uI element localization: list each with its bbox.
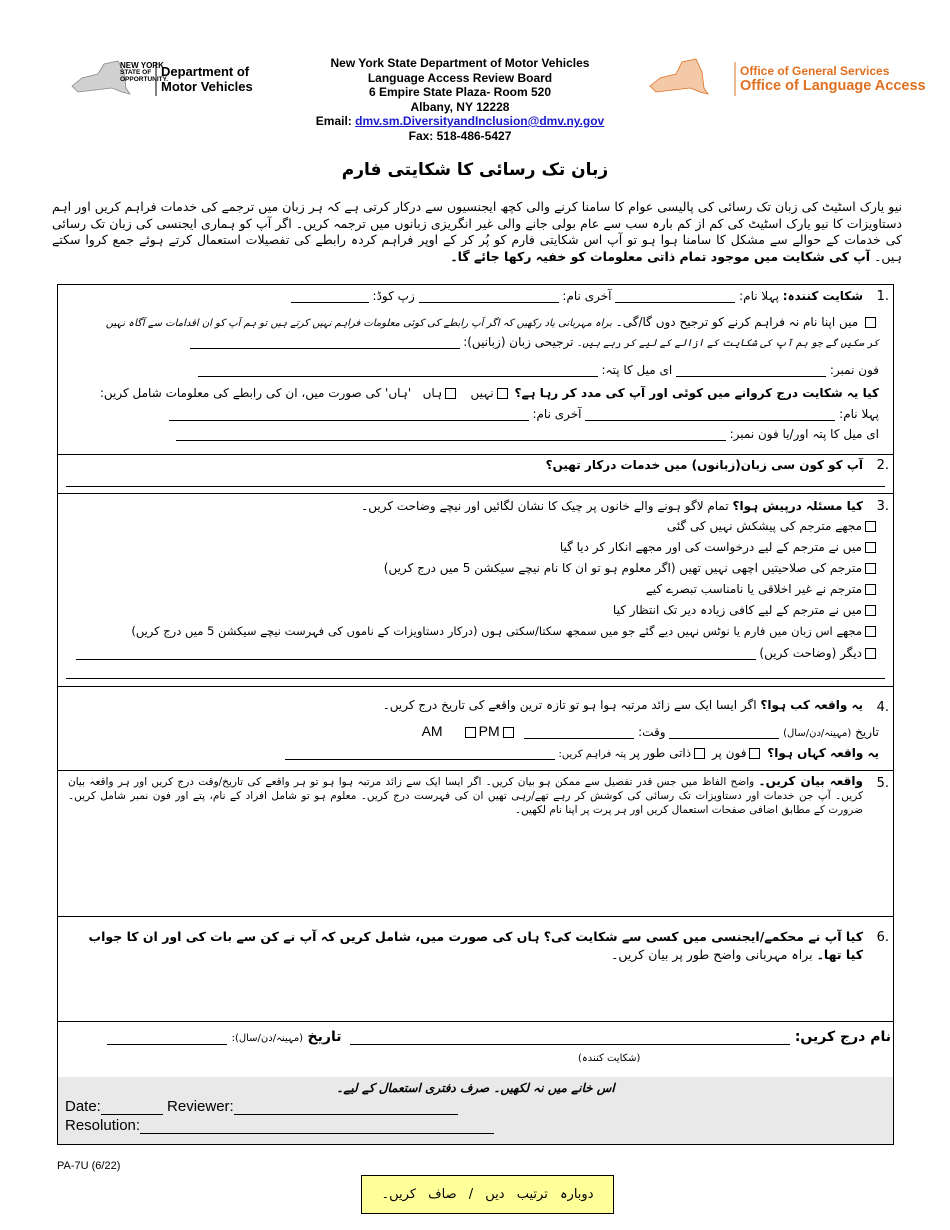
zip-label: زپ کوڈ: [372,289,415,303]
complainant-name-input[interactable] [350,1044,790,1045]
section-2 [58,454,893,494]
option-checkbox[interactable] [865,584,876,595]
ny-state-outline-icon [650,59,708,94]
option-label: میں نے مترجم کے لیے کافی زیادہ دیر تک انتظار کیا [612,603,862,617]
complaint-form [57,284,894,1145]
section-number: 2. [876,458,889,473]
resolution-label: Resolution: [65,1117,141,1134]
preferred-language-label: ترجیحی زبان (زبانیں): [463,335,574,349]
anonymous-note: کر سکیں گے جو ہم آپ کی شکایت کے ازالے کے لیے کر رہے ہیں۔ [576,338,879,349]
resolution-input[interactable] [140,1133,494,1134]
describe-heading: واقعہ بیان کریں۔ [758,774,863,788]
reviewer-input[interactable] [234,1114,458,1115]
signature-caption: (شکایت کنندہ) [578,1053,641,1064]
phone-label: فون نمبر: [829,363,879,377]
last-name-input[interactable] [419,302,559,303]
section-number: 6. [876,930,889,945]
signature-section [58,1021,893,1078]
when-question: یہ واقعہ کب ہوا؟ [760,698,863,712]
office-date-input[interactable] [101,1114,163,1115]
helper-question: کیا یہ شکایت درج کروانے میں کوئی اور آپ کی مدد کر رہا ہے؟ [514,386,879,400]
address-note: پتہ فراہم کریں: [558,749,627,760]
first-name-label: پہلا نام: [739,289,779,303]
option-label: مترجم کی صلاحیتیں اچھی نہیں تھیں (اگر معلوم ہو تو ان کا نام نیچے سیکشن 5 میں درج کریں) [383,561,862,575]
section-number: 4. [876,700,889,715]
first-name-input[interactable] [615,302,735,303]
address-line: New York State Department of Motor Vehicles [330,56,590,70]
intro-paragraph [52,199,902,265]
option-checkbox[interactable] [865,605,876,616]
date-label: تاریخ [855,725,879,739]
description-area[interactable] [58,830,893,916]
other-input[interactable] [76,659,756,660]
prior-complaint-question: کیا آپ نے محکمے/ایجنسی میں کسی سے شکایت کی؟ ہاں کی صورت میں، شامل کریں کہ آپ نے کن سے بات کی اور ان کا جواب کیا تھا۔ [88,929,863,962]
helper-first-name-input[interactable] [585,420,835,421]
in-person-option: ذاتی طور پر [629,746,692,760]
zip-input[interactable] [291,302,369,303]
date-format: (مہینہ/دن/سال) [783,728,852,739]
dmv-logo-state-line: STATE OF [120,69,152,76]
option-checkbox[interactable] [865,542,876,553]
language-input[interactable] [66,486,885,487]
am-label: AM [421,723,443,739]
explanation-input[interactable] [66,678,885,679]
am-checkbox[interactable] [503,727,514,738]
option-label: میں نے مترجم کے لیے درخواست کی اور مجھے انکار کر دیا گیا [559,540,862,554]
phone-input[interactable] [676,376,826,377]
intro-confidential: آپ کی شکایت میں موجود تمام ذاتی معلومات کو خفیہ رکھا جائے گا۔ [450,248,871,264]
incident-address-input[interactable] [285,759,555,760]
helper-first-name-label: پہلا نام: [839,407,879,421]
phone-checkbox[interactable] [749,748,760,759]
signature-date-label: تاریخ [307,1029,342,1045]
section-3 [58,493,893,687]
form-code: PA-7U (6/22) [57,1160,121,1172]
helper-yes-checkbox[interactable] [445,388,456,399]
describe-instruction: واضح الفاظ میں جس قدر تفصیل سے ممکن ہو بیان کریں۔ اگر ایسا ایک سے زائد مرتبہ ہوا ہو تو ہر واقعے کی تاریخ/وقت درج کریں اور ہر واقعہ بیان کریں۔ آپ جن خدمات اور دستاویزات تک رسائی کی کوشش کر رہے تھے/رہی تھیں ان کی فہرست درج کریں۔ معلوم ہو تو شامل افراد کے نام، پتے اور فون نمبر شامل کریں۔ ضرورت کے مطابق اضافی صفحات استعمال کریں اور ہر پرت پر اپنا نام لکھیں۔ [68,776,863,816]
intro-text: نیو یارک اسٹیٹ کی زبان تک رسائی کی پالیسی عوام کا سامنا کرنے والی کچھ ایجنسیوں سے درکار کرتی ہے کہ ہر زبان میں ترجمے کی خدمات فراہم کریں اور اہم دستاویزات کا نیو یارک اسٹیٹ کی کم از کم بارہ سب سے عام بولی جانے والی غیر انگریزی زبانوں میں ترجمہ کریں۔ اگر آپ کو ہماری ایجنسی کی زبان تک رسائی کی خدمات کے حوالے سے مشکل کا سامنا ہوا ہو تو آپ اس شکایتی فارم کو پُر کر کے اوپر فراہم کردہ رابطے کی تفصیلات استعمال کرتے ہوئے جمع کروا سکتے ہیں۔ [52,199,902,264]
pm-label: PM [478,723,500,739]
language-question: آپ کو کون سی زبان(زبانوں) میں خدمات درکار تھیں؟ [545,458,863,472]
signature-date-format: (مہینہ/دن/سال): [231,1033,304,1044]
section-5 [58,770,893,917]
address-line: Language Access Review Board [367,70,553,85]
section-4 [58,686,893,771]
email-address-label: ای میل کا پتہ: [601,363,673,377]
section-number: 3. [876,499,889,514]
signature-date-input[interactable] [107,1044,227,1045]
option-checkbox[interactable] [865,648,876,659]
helper-contact-input[interactable] [176,440,726,441]
dmv-logo-line: Motor Vehicles [161,79,253,94]
reviewer-label: Reviewer: [167,1098,234,1115]
ogs-logo [648,56,928,102]
last-name-label: آخری نام: [562,289,612,303]
address-line: 6 Empire State Plaza- Room 520 [368,85,552,99]
option-label: مجھے اس زبان میں فارم یا نوٹس نہیں دیے گئے جو میں سمجھ سکتا/سکتی ہوں (درکار دستاویزات کے ناموں کی فہرست نیچے سیکشن 5 میں درج کریں) [131,624,862,638]
ogs-logo-line: Office of General Services [740,64,890,78]
yes-label: ہاں [422,386,443,400]
time-label: وقت: [638,725,666,739]
helper-last-name-label: آخری نام: [532,407,582,421]
prior-complaint-area[interactable] [58,970,893,1021]
helper-yes-note: 'ہاں' کی صورت میں، ان کی رابطے کی معلومات شامل کریں: [99,386,412,400]
preferred-language-input[interactable] [190,348,460,349]
anonymous-note: براہ مہربانی یاد رکھیں کہ اگر آپ رابطے کی کوئی معلومات فراہم نہیں کرتے ہیں تو ہم آپ کو ان اقدامات سے آگاہ نہیں [105,318,612,329]
ogs-logo-line: Office of Language Access [740,78,926,94]
dmv-logo-state-line: NEW YORK [120,61,164,70]
dmv-logo-line: Department of [161,64,250,79]
in-person-checkbox[interactable] [694,748,705,759]
helper-last-name-input[interactable] [169,420,529,421]
section-number: 5. [876,776,889,791]
option-label: مجھے مترجم کی پیشکش نہیں کی گئی [666,519,862,533]
where-question: یہ واقعہ کہاں ہوا؟ [767,746,879,760]
email-input[interactable] [198,376,598,377]
dmv-logo-state-line: OPPORTUNITY. [120,76,169,83]
problem-question: کیا مسئلہ درپیش ہوا؟ [732,499,863,513]
incident-date-input[interactable] [669,738,779,739]
section-number: 1. [876,289,889,304]
option-checkbox[interactable] [865,563,876,574]
address-line: Albany, NY 12228 [410,99,510,114]
helper-no-checkbox[interactable] [497,388,508,399]
dmv-logo [68,58,268,100]
option-checkbox[interactable] [865,521,876,532]
name-label: نام درج کریں: [794,1029,891,1045]
problem-instruction: تمام لاگو ہونے والے خانوں پر چیک کا نشان لگائیں اور نیچے وضاحت کریں۔ [361,499,729,513]
office-use-section [58,1077,893,1144]
option-label: مترجم نے غیر اخلاقی یا نامناسب تبصرے کیے [645,582,862,596]
helper-contact-label: ای میل کا پتہ اور/یا فون نمبر: [729,427,879,441]
option-label: دیگر (وضاحت کریں) [759,646,862,660]
when-instruction: اگر ایسا ایک سے زائد مرتبہ ہوا ہو تو تازہ ترین واقعے کی تاریخ درج کریں۔ [382,698,757,712]
section-1 [58,285,893,455]
pm-checkbox[interactable] [465,727,476,738]
anonymous-checkbox[interactable] [865,317,876,328]
office-use-note: اس خانے میں نہ لکھیں۔ صرف دفتری استعمال کے لیے۔ [336,1081,615,1095]
form-title: زبان تک رسائی کا شکایتی فارم [341,160,609,180]
office-date-label: Date: [65,1098,101,1115]
fax-line: Fax: 518-486-5427 [408,128,512,143]
option-checkbox[interactable] [865,626,876,637]
anonymous-label: میں اپنا نام نہ فراہم کرنے کو ترجیح دوں گا/گی۔ [615,315,859,329]
no-label: نہیں [470,386,494,400]
phone-option: فون پر [711,746,747,760]
reset-button[interactable]: دوبارہ ترتیب دیں / صاف کریں۔ [361,1175,614,1214]
prior-complaint-instruction: براہ مہربانی واضح طور پر بیان کریں۔ [611,947,813,962]
email-link[interactable]: dmv.sm.DiversityandInclusion@dmv.ny.gov [355,114,605,128]
email-label: Email: [315,114,352,128]
agency-address [290,56,630,143]
complainant-heading: شکایت کنندہ: [782,289,863,303]
incident-time-input[interactable] [524,738,634,739]
section-6 [58,916,893,1022]
